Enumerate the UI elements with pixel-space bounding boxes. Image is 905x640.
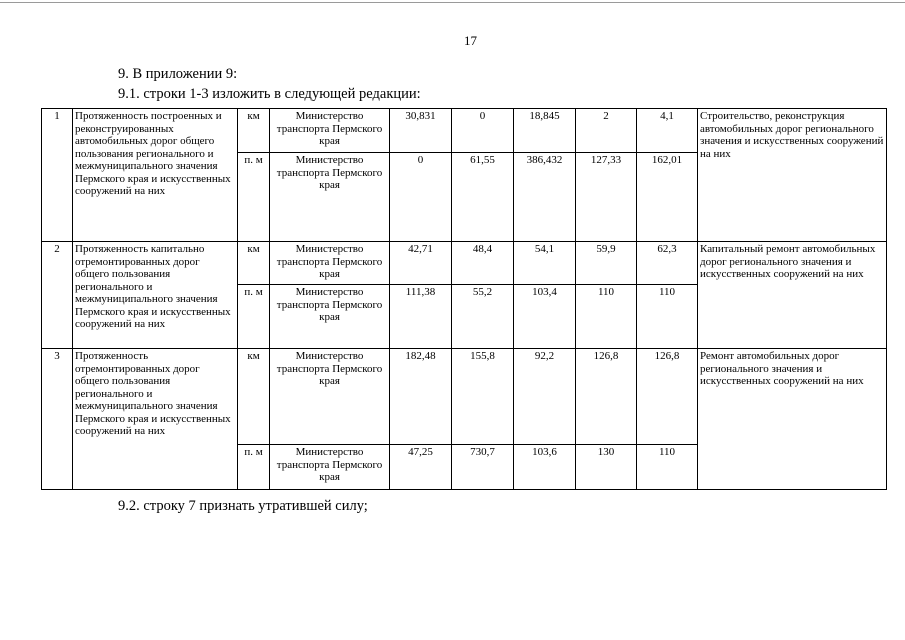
value-cell: 103,4 xyxy=(514,285,576,349)
responsible-org: Министерство транспорта Пермского края xyxy=(270,349,390,445)
indicator-name: Протяженность отремонтированных дорог общего пользования регионального и межмуниципального значения Пермского края и искусственных сооружений на них xyxy=(73,349,238,490)
value-cell: 386,432 xyxy=(514,153,576,242)
value-cell: 4,1 xyxy=(637,109,698,153)
row-number: 1 xyxy=(42,109,73,242)
value-cell: 126,8 xyxy=(637,349,698,445)
paragraph-9: 9. В приложении 9: xyxy=(118,66,238,82)
value-cell: 110 xyxy=(637,445,698,490)
top-border-line xyxy=(0,2,905,3)
value-cell: 730,7 xyxy=(452,445,514,490)
value-cell: 18,845 xyxy=(514,109,576,153)
page-number: 17 xyxy=(464,33,477,48)
value-cell: 182,48 xyxy=(390,349,452,445)
value-cell: 62,3 xyxy=(637,242,698,285)
value-cell: 103,6 xyxy=(514,445,576,490)
value-cell: 155,8 xyxy=(452,349,514,445)
value-cell: 30,831 xyxy=(390,109,452,153)
responsible-org: Министерство транспорта Пермского края xyxy=(270,242,390,285)
value-cell: 0 xyxy=(390,153,452,242)
value-cell: 0 xyxy=(452,109,514,153)
measure-note-continuation xyxy=(698,445,887,490)
table-row xyxy=(42,349,887,445)
value-cell: 126,8 xyxy=(576,349,637,445)
value-cell: 92,2 xyxy=(514,349,576,445)
value-cell: 47,25 xyxy=(390,445,452,490)
measure-note: Ремонт автомобильных дорог регионального значения и искусственных сооружений на них xyxy=(698,349,887,445)
value-cell: 55,2 xyxy=(452,285,514,349)
unit-cell: км xyxy=(238,109,270,153)
paragraph-9-1: 9.1. строки 1-3 изложить в следующей редакции: xyxy=(118,86,421,102)
unit-cell: км xyxy=(238,242,270,285)
responsible-org: Министерство транспорта Пермского края xyxy=(270,445,390,490)
paragraph-9-2: 9.2. строку 7 признать утратившей силу; xyxy=(118,498,368,514)
value-cell: 127,33 xyxy=(576,153,637,242)
value-cell: 42,71 xyxy=(390,242,452,285)
value-cell: 110 xyxy=(637,285,698,349)
unit-cell: км xyxy=(238,349,270,445)
table-row xyxy=(42,242,887,285)
unit-cell: п. м xyxy=(238,153,270,242)
value-cell: 130 xyxy=(576,445,637,490)
value-cell: 54,1 xyxy=(514,242,576,285)
row-number: 3 xyxy=(42,349,73,490)
indicators-table xyxy=(41,108,887,490)
value-cell: 162,01 xyxy=(637,153,698,242)
value-cell: 111,38 xyxy=(390,285,452,349)
measure-note: Капитальный ремонт автомобильных дорог регионального значения и искусственных сооружений на них xyxy=(698,242,887,349)
unit-cell: п. м xyxy=(238,445,270,490)
value-cell: 61,55 xyxy=(452,153,514,242)
table-row xyxy=(42,109,887,153)
responsible-org: Министерство транспорта Пермского края xyxy=(270,153,390,242)
unit-cell: п. м xyxy=(238,285,270,349)
responsible-org: Министерство транспорта Пермского края xyxy=(270,285,390,349)
indicator-name: Протяженность капитально отремонтированных дорог общего пользования регионального и межмуниципального значения Пермского края и искусственных сооружений на них xyxy=(73,242,238,349)
responsible-org: Министерство транспорта Пермского края xyxy=(270,109,390,153)
indicator-name: Протяженность построенных и реконструированных автомобильных дорог общего пользования регионального и межмуниципального значения Пермского края и искусственных сооружений на них xyxy=(73,109,238,242)
value-cell: 59,9 xyxy=(576,242,637,285)
row-number: 2 xyxy=(42,242,73,349)
value-cell: 110 xyxy=(576,285,637,349)
value-cell: 48,4 xyxy=(452,242,514,285)
measure-note: Строительство, реконструкция автомобильных дорог регионального значения и искусственных сооружений на них xyxy=(698,109,887,242)
value-cell: 2 xyxy=(576,109,637,153)
